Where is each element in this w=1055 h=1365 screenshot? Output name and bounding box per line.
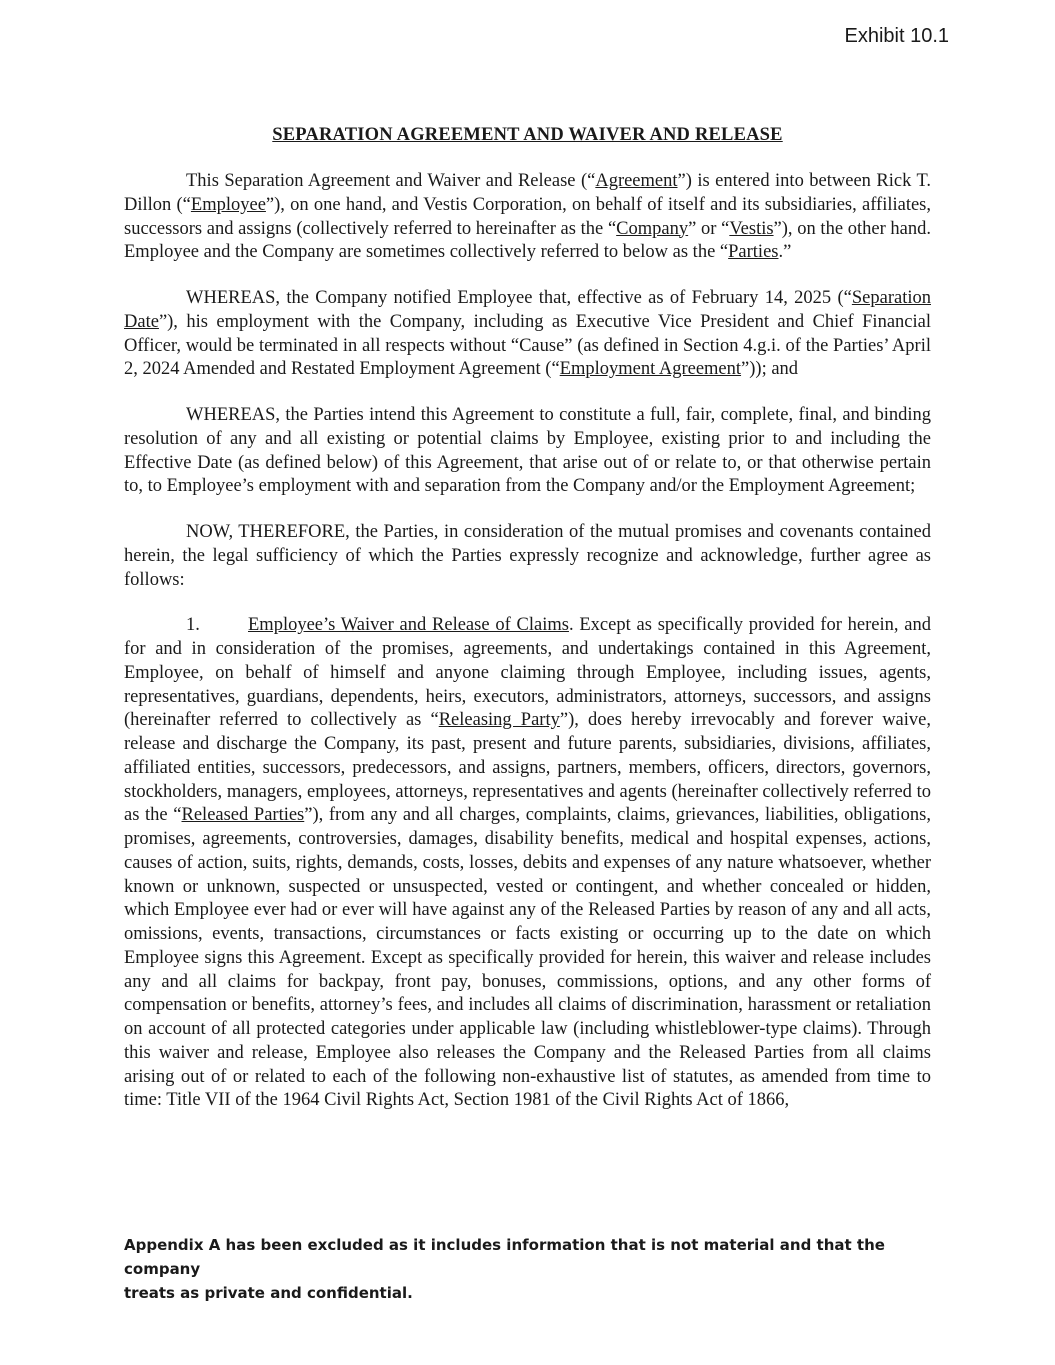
whereas-paragraph-1: WHEREAS, the Company notified Employee that, effective as of February 14, 2025 (“Separation Date”), his employment with the Company, including as Executive Vice President and Chief Financial Officer, would be terminated in all respects without “Cause” (as defined in Section 4.g.i. of the Parties’ April 2, 2024 Amended and Restated Employment Agreement (“Employment Agreement”)); and — [124, 288, 931, 380]
document-body — [124, 170, 931, 1135]
defined-term-released-parties: Released Parties — [181, 805, 305, 826]
whereas-paragraph-2: WHEREAS, the Parties intend this Agreement to constitute a full, fair, complete, final, and binding resolution of any and all existing or potential claims by Employee, existing prior to and including the Effective Date (as defined below) of this Agreement, that arise out of or relate to, or that otherwise pertain to, to Employee’s employment with and separation from the Company and/or the Employment Agreement; — [124, 405, 931, 497]
defined-term-employee: Employee — [190, 194, 266, 215]
defined-term-parties: Parties — [728, 242, 779, 263]
section-1-number: 1. — [186, 615, 200, 636]
footer-note-line-1: Appendix A has been excluded as it includes information that is not material and that the company — [124, 1236, 885, 1278]
exhibit-label: Exhibit 10.1 — [844, 25, 949, 47]
defined-term-agreement: Agreement — [595, 171, 678, 191]
now-therefore-paragraph: NOW, THEREFORE, the Parties, in consideration of the mutual promises and covenants contained herein, the legal sufficiency of which the Parties expressly recognize and acknowledge, further agree as follows: — [124, 522, 931, 590]
defined-term-employment-agreement: Employment Agreement — [559, 359, 742, 380]
defined-term-company: Company — [616, 218, 689, 239]
defined-term-releasing-party: Releasing Party — [438, 710, 560, 731]
intro-paragraph: This Separation Agreement and Waiver and Release (“Agreement”) is entered into between Rick T. Dillon (“Employee”), on one hand, and Vestis Corporation, on behalf of itself and its subsidiaries, affiliates, successors and assigns (collectively referred to hereinafter as the “Company” or “Vestis”), on the other hand. Employee and the Company are sometimes collectively referred to below as the “Parties.” — [124, 171, 932, 263]
defined-term-vestis: Vestis — [729, 218, 774, 239]
document-title: SEPARATION AGREEMENT AND WAIVER AND RELEASE — [272, 125, 783, 145]
section-1-heading: Employee’s Waiver and Release of Claims — [248, 615, 569, 636]
footer-note-line-2: treats as private and confidential. — [124, 1284, 413, 1302]
section-1-paragraph: 1. Employee’s Waiver and Release of Claims. Except as specifically provided for herein, and for and in consideration of the promises, agreements, and undertakings contained in this Agreement, Employee, on behalf of himself and anyone claiming through Employee, including issues, agents, representatives, guardians, dependents, heirs, executors, administrators, attorneys, successors, and assigns (hereinafter referred to collectively as “Releasing Party”), does hereby irrevocably and forever waive, release and discharge the Company, its past, present and future parents, subsidiaries, divisions, affiliates, affiliated entities, successors, predecessors, and assigns, partners, members, officers, directors, governors, stockholders, managers, employees, attorneys, representatives and agents (hereinafter collectively referred to as the “Released Parties”), from any and all charges, complaints, claims, grievances, liabilities, obligations, promises, agreements, controversies, damages, disability benefits, medical and hospital expenses, actions, causes of action, suits, rights, demands, costs, losses, debits and expenses of any nature whatsoever, whether known or unknown, suspected or unsuspected, vested or contingent, and whether concealed or hidden, which Employee ever had or ever will have against any of the Released Parties by reason of any and all acts, omissions, events, transactions, circumstances or facts existing or occurring up to the date on which Employee signs this Agreement. Except as specifically provided for herein, this waiver and release includes any and all claims for backpay, front pay, bonuses, commissions, options, and any other forms of compensation or benefits, attorney’s fees, and includes all claims of discrimination, harassment or retaliation on account of all protected categories under applicable law (including whistleblower-type claims). Through this waiver and release, Employee also releases the Company and the Released Parties from all claims arising out of or related to each of the following non-exhaustive list of statutes, as amended from time to time: Title VII of the 1964 Civil Rights Act, Section 1981 of the Civil Rights Act of 1866, — [124, 615, 932, 1111]
defined-term-separation-date: Separation Date — [124, 288, 931, 332]
footer-note — [124, 1233, 924, 1305]
